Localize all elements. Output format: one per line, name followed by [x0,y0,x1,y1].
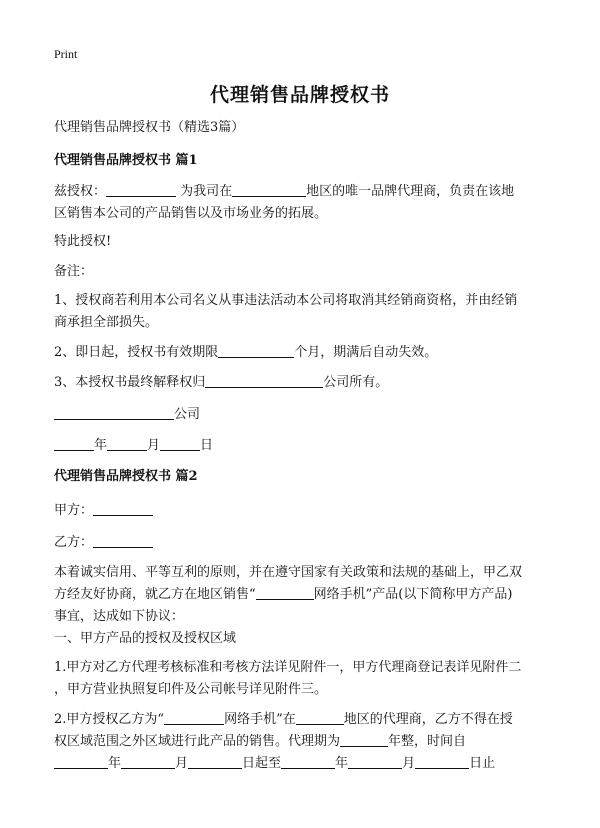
text: 地区的代理商，乙方不得在授 [343,712,513,727]
blank-line [54,405,174,420]
company-signature-line [54,404,554,426]
text: 乙方： [54,535,94,550]
blank-line [121,754,175,769]
text: 个月，期满后自动失效。 [294,345,438,360]
note-3 [54,372,554,394]
text: 网络手机”在 [224,712,296,727]
text: 本着诚实信用、平等互利的原则，并在遵守国家有关政策和法规的基础上，甲乙双 [54,565,523,580]
section2-heading: 代理销售品牌授权书 篇2 [54,469,198,484]
text: 3、本授权书最终解释权归 [54,375,206,390]
text: 月 [147,438,161,453]
blank-line [54,754,108,769]
text: 月 [402,756,416,771]
section1-paragraph1 [54,181,554,225]
party-b-line [54,532,554,554]
text: 日起至 [242,756,282,771]
blank-line [93,501,153,516]
text: 年 [94,438,108,453]
text: 日 [200,438,214,453]
blank-line [54,436,94,451]
text: 月 [175,756,189,771]
text: 1.甲方对乙方代理考核标准和考核方法详见附件一，甲方代理商登记表详见附件二 [54,660,522,675]
text: 年 [335,756,349,771]
text: 网络手机”产品(以下简称甲方产品) [313,587,513,602]
text: 甲方： [54,503,94,518]
text: 2.甲方授权乙方为“ [54,712,165,727]
note-2 [54,342,554,364]
blank-line [340,732,388,747]
blank-line [160,436,200,451]
text: 日止 [469,756,496,771]
blank-line [232,182,306,197]
text: 公司 [174,407,201,422]
clause-1 [54,657,554,701]
text: 地区的唯一品牌代理商，负责在该地 [306,184,515,199]
text: 方经友好协商，就乙方在地区销售“ [54,587,256,602]
blank-line [106,182,176,197]
blank-line [296,710,344,725]
blank-line [281,754,335,769]
print-label: Print [54,47,78,61]
clause-2 [54,709,554,775]
party-a-line [54,500,554,522]
blank-line [188,754,242,769]
document-subtitle: 代理销售品牌授权书（精选3篇） [54,120,245,135]
text: 为我司在 [180,184,233,199]
special-authorization: 特此授权! [54,234,112,249]
clause-heading: 一、甲方产品的授权及授权区域 [54,631,237,646]
text: 商承担全部损失。 [54,315,159,330]
text: 兹授权： [54,184,107,199]
note-1 [54,290,554,334]
text: ，甲方营业执照复印件及公司帐号详见附件三。 [54,682,328,697]
text: 事宜，达成如下协议： [54,609,185,624]
document-title: 代理销售品牌授权书 [209,84,390,106]
text: 区销售本公司的产品销售以及市场业务的拓展。 [54,206,328,221]
blank-line [93,533,153,548]
text: 2、即日起，授权书有效期限 [54,345,219,360]
text: 权区域范围之外区域进行此产品的销售。代理期为 [54,734,341,749]
text: 年整，时间自 [388,734,467,749]
date-line [54,435,554,457]
blank-line [415,754,469,769]
blank-line [348,754,402,769]
section2-intro [54,562,554,628]
text: 公司所有。 [323,375,389,390]
blank-line [107,436,147,451]
blank-line [205,373,323,388]
blank-line [256,585,314,600]
remarks-label: 备注： [54,264,94,279]
text: 年 [108,756,122,771]
section1-heading: 代理销售品牌授权书 篇1 [54,153,198,168]
blank-line [218,343,294,358]
blank-line [164,710,224,725]
text: 1、授权商若利用本公司名义从事违法活动本公司将取消其经销商资格，并由经销 [54,293,518,308]
